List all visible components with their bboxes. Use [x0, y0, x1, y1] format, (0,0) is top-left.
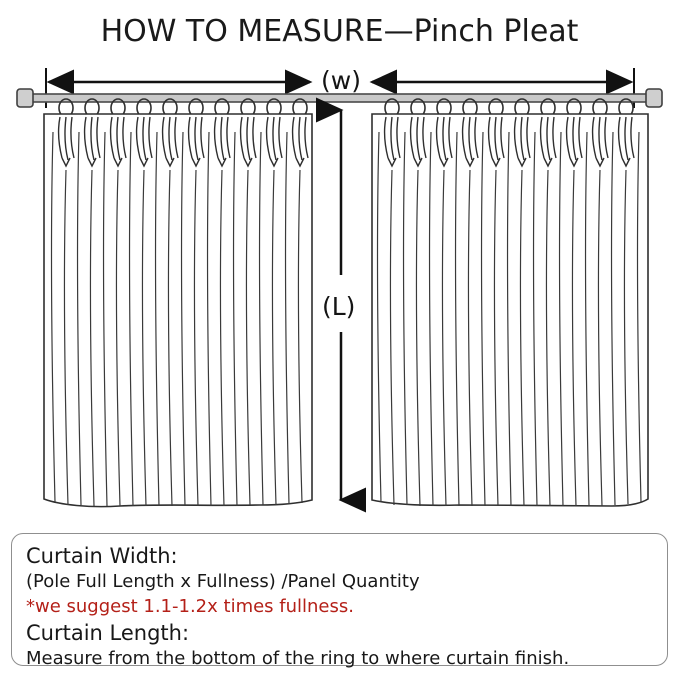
curtain-diagram	[0, 62, 679, 532]
width-label: (w)	[321, 66, 361, 95]
curtain-length-heading: Curtain Length:	[26, 621, 190, 645]
curtain-panel-right	[372, 99, 648, 506]
measurement-notes-box	[11, 533, 668, 669]
curtain-panel-left	[44, 99, 312, 507]
page-title-text: HOW TO MEASURE—Pinch Pleat	[100, 13, 579, 49]
fullness-suggestion: *we suggest 1.1-1.2x times fullness.	[26, 596, 354, 617]
curtain-length-instruction: Measure from the bottom of the ring to where curtain finish.	[26, 648, 570, 669]
curtain-width-heading: Curtain Width:	[26, 544, 178, 568]
page-title	[0, 0, 679, 62]
curtain-width-formula: (Pole Full Length x Fullness) /Panel Quantity	[26, 571, 420, 592]
length-label: (L)	[322, 292, 356, 321]
